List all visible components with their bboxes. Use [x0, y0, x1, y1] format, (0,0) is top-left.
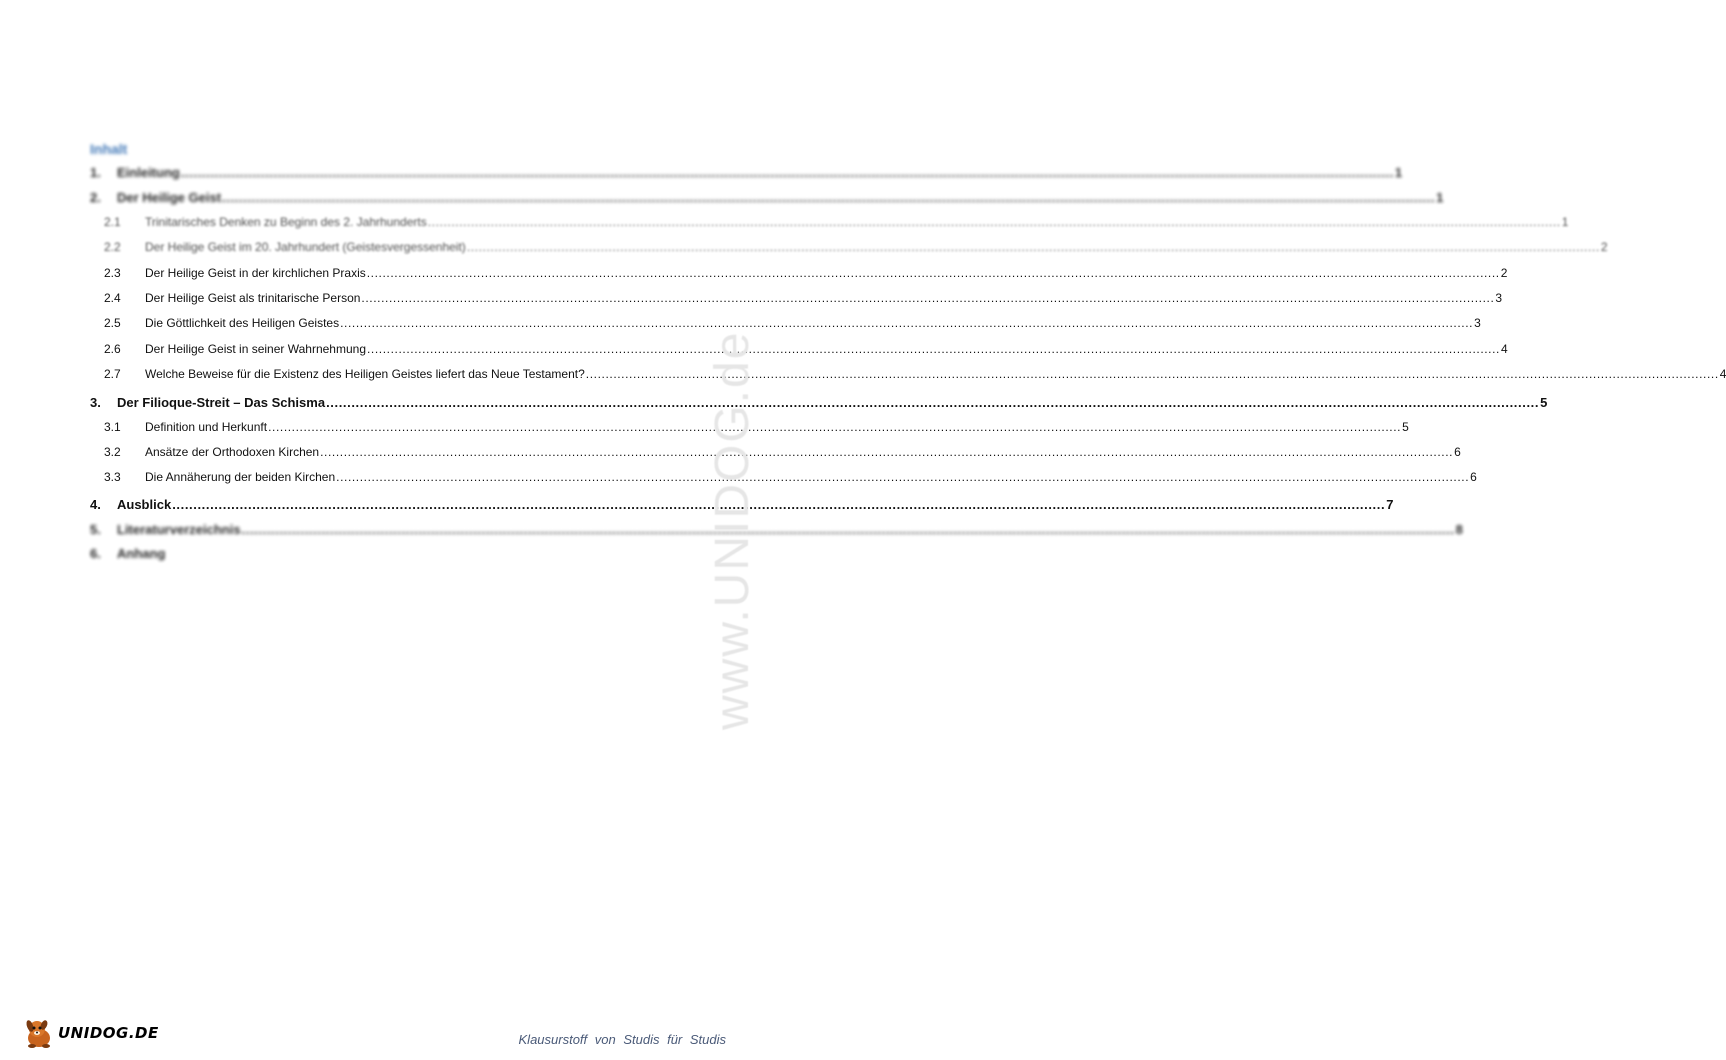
toc-entry-number: 2.: [90, 190, 101, 205]
toc-entry-number: 2.4: [104, 291, 121, 305]
toc-entry[interactable]: [0, 395, 1548, 413]
logo-text: UNIDOG.DE: [58, 1024, 159, 1042]
toc-entry-page: 6: [1470, 470, 1477, 484]
toc-entry-page: 2: [1600, 240, 1608, 254]
toc-entry-page: 4: [1719, 367, 1726, 381]
toc-entry-title: Definition und Herkunft: [145, 420, 268, 434]
toc-dot-leader: [467, 240, 1600, 254]
toc-dot-leader: [172, 497, 1385, 512]
toc-entry-title: Die Göttlichkeit des Heiligen Geistes: [145, 316, 340, 330]
toc-dot-leader: [320, 445, 1453, 459]
toc-entry[interactable]: [0, 342, 1508, 360]
toc-entry-number: 5.: [90, 522, 101, 537]
footer-logo: [22, 1016, 159, 1050]
footer-slogan: Klausurstoff von Studis für Studis: [518, 1032, 726, 1047]
toc-entry-number: 3.2: [104, 445, 121, 459]
toc-entry[interactable]: [0, 497, 1394, 515]
toc-entry-page: 7: [1386, 497, 1394, 512]
toc-heading: Inhalt: [90, 141, 128, 157]
toc-entry-number: 2.7: [104, 367, 121, 381]
toc-entry[interactable]: [0, 470, 1477, 488]
toc-dot-leader: [336, 470, 1469, 484]
toc-entry[interactable]: [0, 240, 1608, 258]
toc-entry-page: 5: [1540, 395, 1548, 410]
toc-dot-leader: [222, 190, 1435, 205]
toc-dot-leader: [340, 316, 1473, 330]
toc-entry-number: 4.: [90, 497, 101, 512]
toc-entry[interactable]: [0, 190, 1444, 208]
dog-mascot-icon: [22, 1016, 56, 1050]
toc-entry-page: 8: [1455, 522, 1463, 537]
toc-entry-number: 1.: [90, 165, 101, 180]
toc-entry-title: Der Heilige Geist: [117, 190, 222, 205]
toc-entry-title: Der Heilige Geist in seiner Wahrnehmung: [145, 342, 366, 356]
toc-dot-leader: [361, 291, 1494, 305]
toc-entry-page: 1: [1394, 165, 1403, 180]
toc-entry-page: 5: [1402, 420, 1409, 434]
toc-entry-title: Ansätze der Orthodoxen Kirchen: [145, 445, 320, 459]
toc-entry-title: Der Heilige Geist in der kirchlichen Praxis: [145, 266, 366, 280]
toc-entry-page: 2: [1500, 266, 1508, 280]
toc-entry-title: Trinitarisches Denken zu Beginn des 2. Jahrhunderts: [145, 215, 427, 229]
toc-dot-leader: [428, 215, 1561, 229]
toc-entry-title: Die Annäherung der beiden Kirchen: [145, 470, 336, 484]
toc-entry[interactable]: [0, 215, 1569, 233]
toc-dot-leader: [268, 420, 1401, 434]
toc-dot-leader: [242, 522, 1455, 537]
toc-entry-page: 1: [1561, 215, 1569, 229]
toc-entry-number: 3.3: [104, 470, 121, 484]
toc-entry-title: Der Heilige Geist im 20. Jahrhundert (Geistesvergessenheit): [145, 240, 466, 254]
toc-entry[interactable]: [0, 291, 1503, 309]
toc-entry[interactable]: [0, 445, 1461, 463]
toc-entry-title: Einleitung: [117, 165, 180, 180]
toc-entry[interactable]: [0, 165, 1403, 183]
toc-entry-page: 1: [1436, 190, 1444, 205]
toc-dot-leader: [181, 165, 1394, 180]
toc-entry-number: 6.: [90, 546, 101, 561]
toc-entry-number: 3.1: [104, 420, 121, 434]
toc-entry-title: Literaturverzeichnis: [117, 522, 241, 537]
toc-entry-page: 3: [1495, 291, 1503, 305]
toc-dot-leader: [367, 342, 1500, 356]
toc-entry[interactable]: [0, 367, 1726, 385]
toc-entry-page: 6: [1454, 445, 1461, 459]
toc-dot-leader: [367, 266, 1500, 280]
toc-entry[interactable]: [0, 420, 1409, 438]
toc-entry-number: 3.: [90, 395, 101, 410]
toc-entry-title: Der Filioque-Streit – Das Schisma: [117, 395, 326, 410]
toc-entry-title: Welche Beweise für die Existenz des Heiligen Geistes liefert das Neue Testament?: [145, 367, 585, 381]
toc-entry-number: 2.2: [104, 240, 121, 254]
toc-entry-title: Der Heilige Geist als trinitarische Person: [145, 291, 361, 305]
toc-entry-page: 4: [1501, 342, 1508, 356]
toc-entry-page: 3: [1474, 316, 1481, 330]
toc-dot-leader: [326, 395, 1539, 410]
watermark: www.UNIDOG.de: [706, 330, 759, 730]
toc-entry[interactable]: [0, 266, 1508, 284]
toc-entry-number: 2.3: [104, 266, 121, 280]
toc-entry-title: Ausblick: [117, 497, 172, 512]
toc-entry[interactable]: [0, 522, 1463, 540]
toc-entry[interactable]: [0, 316, 1481, 334]
toc-entry-number: 2.1: [104, 215, 121, 229]
toc-entry-number: 2.5: [104, 316, 121, 330]
toc-entry-number: 2.6: [104, 342, 121, 356]
toc-entry[interactable]: [0, 546, 750, 564]
toc-entry-title: Anhang: [117, 546, 166, 561]
